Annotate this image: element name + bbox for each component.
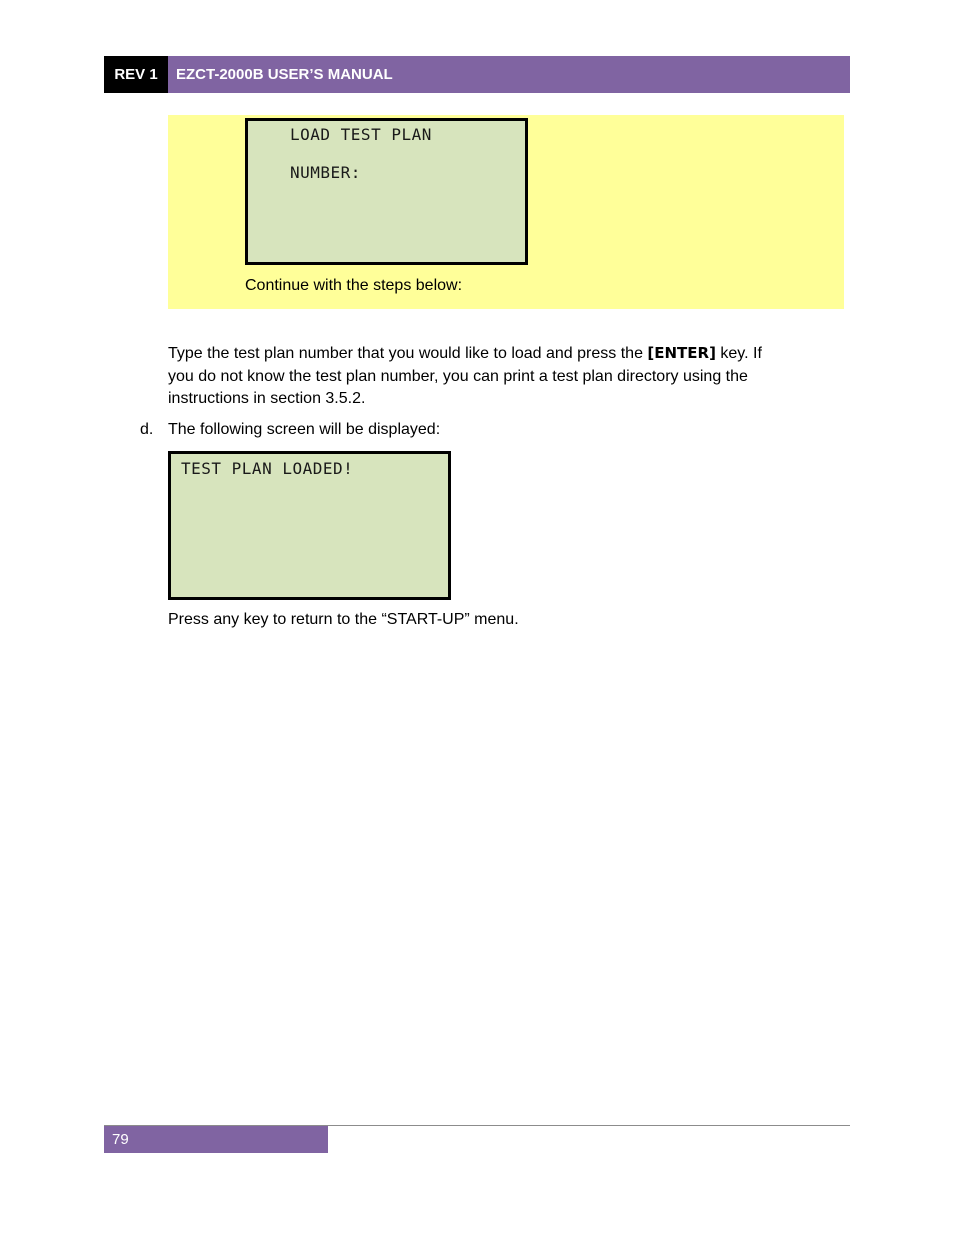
paragraph-text: Type the test plan number that you would like to load and press the (168, 345, 648, 362)
page-number: 79 (104, 1126, 328, 1153)
paragraph-line: instructions in section 3.5.2. (168, 390, 366, 407)
enter-key-label: [ENTER] (647, 344, 716, 362)
page-header (104, 56, 850, 93)
step-marker: d. (140, 421, 154, 438)
lcd-screen-load-test-plan (245, 118, 528, 265)
lcd-line: TEST PLAN LOADED! (181, 459, 354, 478)
manual-title: EZCT-2000B USER’S MANUAL (168, 56, 850, 93)
return-text: Press any key to return to the “START-UP” menu. (168, 611, 519, 628)
paragraph-line (168, 342, 844, 366)
note-text: Continue with the steps below: (245, 277, 463, 294)
step-text: The following screen will be displayed: (168, 421, 441, 438)
lcd-line: LOAD TEST PLAN (290, 125, 432, 144)
paragraph-text: key. If (715, 345, 762, 362)
paragraph-line: you do not know the test plan number, you can print a test plan directory using the (168, 367, 748, 385)
lcd-line: NUMBER: (290, 163, 361, 182)
instruction-paragraph (168, 342, 844, 411)
lcd-screen-test-plan-loaded (168, 451, 451, 600)
revision-label: REV 1 (104, 56, 168, 93)
